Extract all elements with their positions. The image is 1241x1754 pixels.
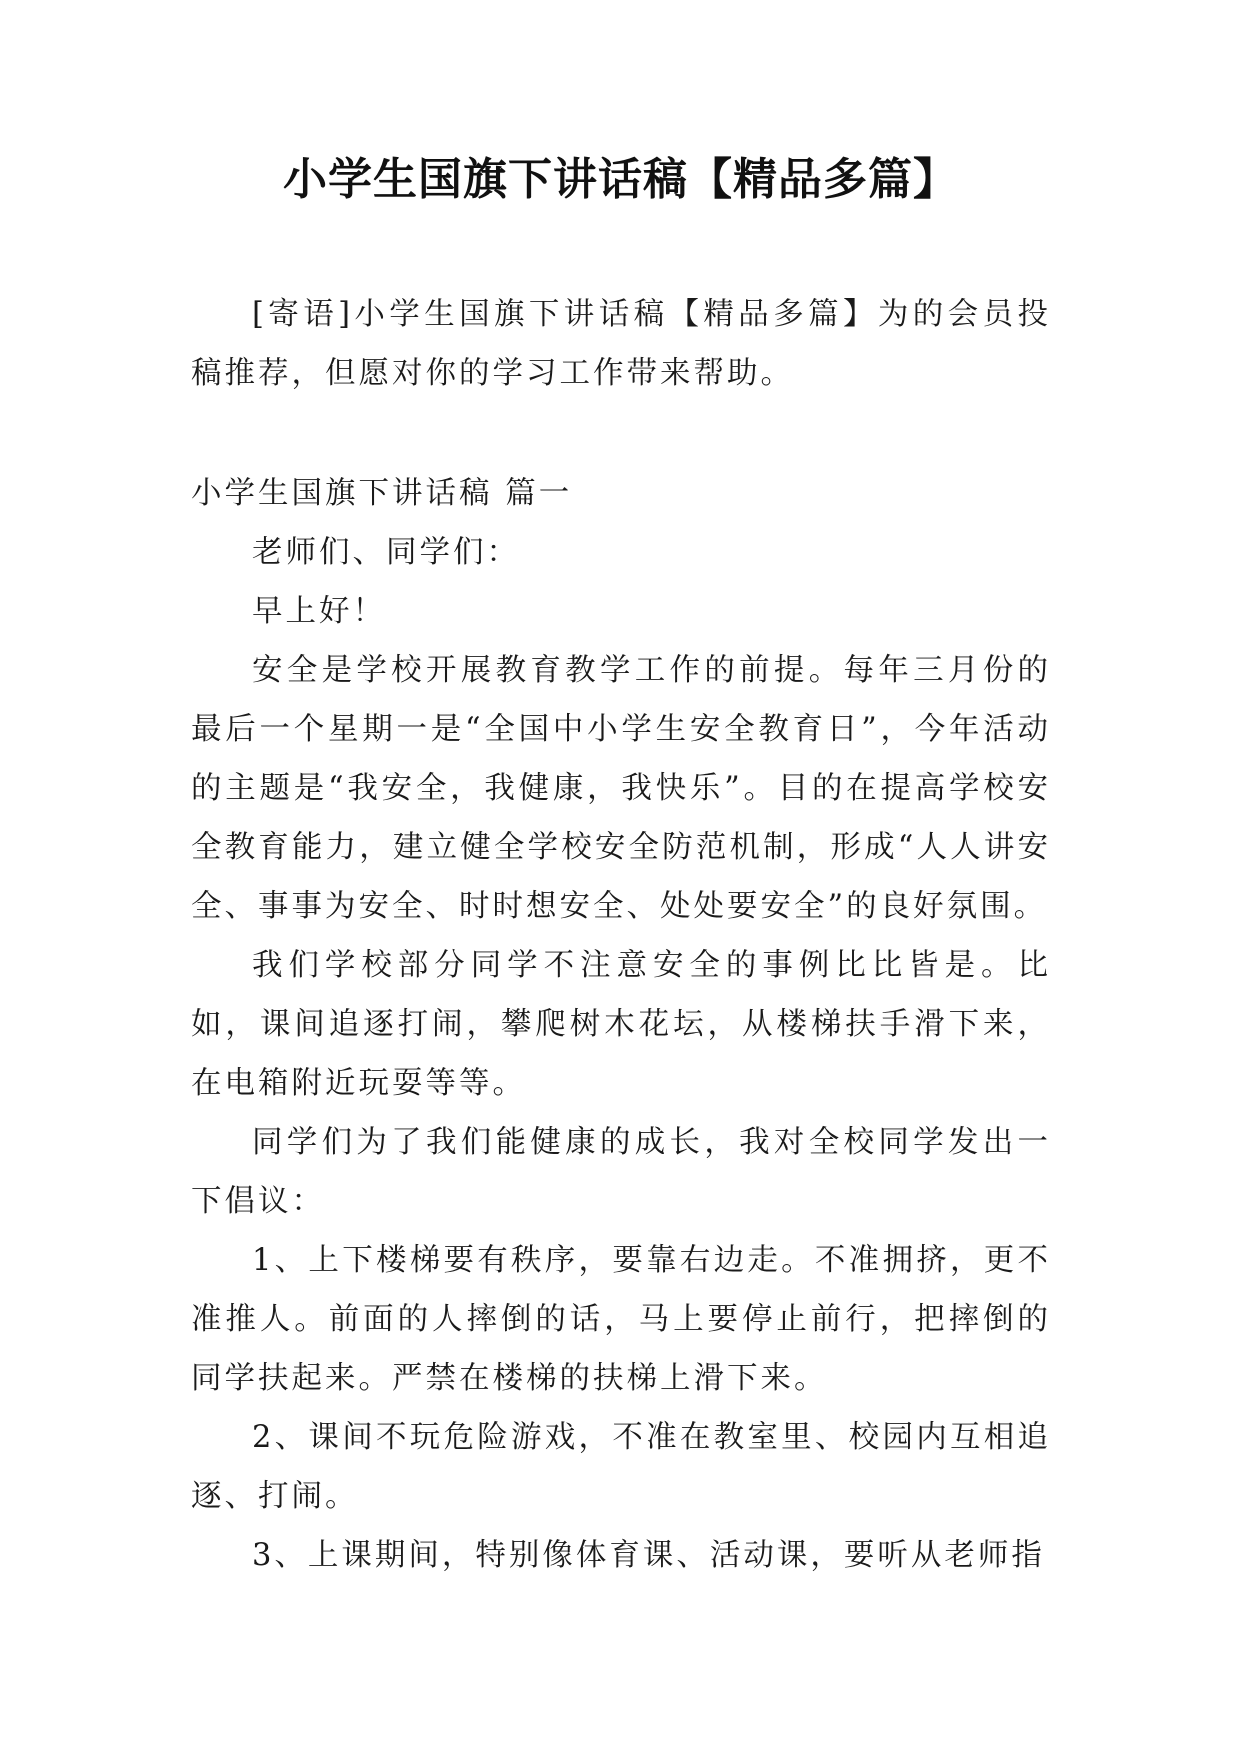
intro-paragraph: [寄语]小学生国旗下讲话稿【精品多篇】为的会员投稿推荐，但愿对你的学习工作带来帮助。 — [191, 297, 1051, 391]
paragraph-examples: 我们学校部分同学不注意安全的事例比比皆是。比如，课间追逐打闹，攀爬树木花坛，从楼梯扶手滑下来，在电箱附近玩耍等等。 — [191, 948, 1051, 1101]
main-body — [191, 464, 1051, 1585]
paragraph-safety-premise: 安全是学校开展教育教学工作的前提。每年三月份的最后一个星期一是“全国中小学生安全教育日”，今年活动的主题是“我安全，我健康，我快乐”。目的在提高学校安全教育能力，建立健全学校安全防范机制，形成“人人讲安全、事事为安全、时时想安全、处处要安全”的良好氛围。 — [191, 653, 1051, 924]
paragraph-proposal-intro: 同学们为了我们能健康的成长，我对全校同学发出一下倡议： — [191, 1125, 1051, 1219]
paragraph-greeting: 老师们、同学们： — [252, 535, 520, 570]
document-title: 小学生国旗下讲话稿【精品多篇】 — [283, 154, 958, 205]
paragraph-rule-3: 3、上课期间，特别像体育课、活动课，要听从老师指 — [252, 1538, 1045, 1573]
paragraph-morning: 早上好！ — [252, 594, 386, 629]
intro-block — [191, 285, 1051, 403]
section-heading: 小学生国旗下讲话稿 篇一 — [191, 476, 573, 511]
paragraph-rule-1: 1、上下楼梯要有秩序，要靠右边走。不准拥挤，更不准推人。前面的人摔倒的话，马上要停止前行，把摔倒的同学扶起来。严禁在楼梯的扶梯上滑下来。 — [191, 1243, 1051, 1396]
paragraph-rule-2: 2、课间不玩危险游戏，不准在教室里、校园内互相追逐、打闹。 — [191, 1420, 1051, 1514]
